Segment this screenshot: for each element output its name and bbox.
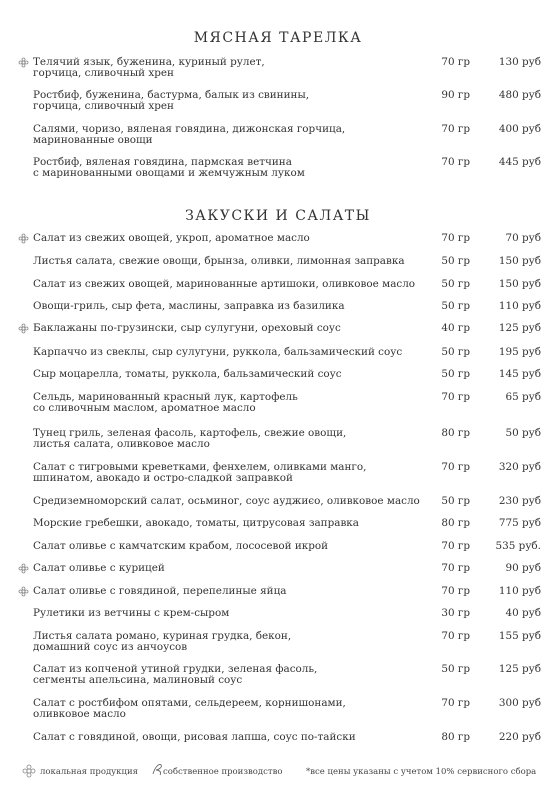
item-price: 535 руб. (495, 540, 541, 552)
item-description-line: Карпаччо из свеклы, сыр сулугуни, руккола, бальзамический соус (33, 346, 403, 358)
menu-item (0, 90, 556, 112)
item-description-line: горчица, сливочный хрен (33, 100, 174, 112)
item-description-line: Салат из свежих овощей, маринованные артишоки, оливковое масло (33, 278, 416, 290)
item-price: 195 руб (498, 346, 541, 358)
local-product-icon (18, 586, 29, 597)
item-weight: 80 гр (441, 731, 470, 743)
item-price: 400 руб (498, 123, 541, 135)
item-description-line: Сыр моцарелла, томаты, руккола, бальзамический соус (33, 368, 342, 380)
item-description (33, 124, 428, 146)
item-description (33, 323, 428, 334)
menu-item (0, 698, 556, 720)
item-description-line: листья салата, оливковое масло (33, 438, 210, 450)
section-title: ЗАКУСКИ И САЛАТЫ (185, 208, 371, 224)
item-description (33, 518, 428, 529)
item-price: 125 руб (498, 663, 541, 675)
menu-item (0, 369, 556, 380)
local-product-icon (18, 323, 29, 334)
item-weight: 90 гр (441, 89, 470, 101)
item-price: 130 руб (498, 56, 541, 68)
menu-item (0, 518, 556, 529)
item-description-line: Листья салата, свежие овощи, брынза, оливки, лимонная заправка (33, 255, 405, 267)
item-price: 150 руб (498, 278, 541, 290)
item-description-line: Морские гребешки, авокадо, томаты, цитрусовая заправка (33, 517, 359, 529)
item-description-line: Рулетики из ветчины с крем-сыром (33, 607, 230, 619)
item-description (33, 233, 428, 244)
item-price: 40 руб (505, 607, 541, 619)
item-description-line: со сливочным маслом, ароматное масло (33, 402, 256, 414)
item-price: 230 руб (498, 495, 541, 507)
menu-item (0, 233, 556, 244)
item-weight: 70 гр (441, 232, 470, 244)
menu-item (0, 631, 556, 653)
item-description-line: с маринованными овощами и жемчужным луком (33, 167, 305, 179)
item-description-line: Телячий язык, буженина, куриный рулет, (33, 56, 265, 68)
item-price: 775 руб (498, 517, 541, 529)
item-description-line: Салат из свежих овощей, укроп, ароматное масло (33, 232, 310, 244)
item-price: 50 руб (505, 427, 541, 439)
item-description (33, 157, 428, 179)
menu-item (0, 608, 556, 619)
item-weight: 70 гр (441, 123, 470, 135)
item-weight: 70 гр (441, 630, 470, 642)
item-description (33, 462, 428, 484)
item-weight: 40 гр (441, 322, 470, 334)
item-weight: 70 гр (441, 461, 470, 473)
item-price: 220 руб (498, 731, 541, 743)
item-price: 155 руб (498, 630, 541, 642)
item-description-line: шпинатом, авокадо и остро-сладкой заправкой (33, 472, 293, 484)
item-description-line: Ростбиф, буженина, бастурма, балык из свинины, (33, 89, 310, 101)
item-description (33, 57, 428, 79)
item-description (33, 586, 428, 597)
item-price: 110 руб (498, 300, 541, 312)
item-weight: 80 гр (441, 427, 470, 439)
legend-local-label: локальная продукция (40, 767, 138, 777)
menu-item (0, 301, 556, 312)
item-description-line: сегменты апельсина, малиновый соус (33, 674, 243, 686)
item-price: 445 руб (498, 156, 541, 168)
local-product-icon (18, 57, 29, 68)
item-weight: 50 гр (441, 346, 470, 358)
item-description-line: Тунец гриль, зеленая фасоль, картофель, свежие овощи, (33, 427, 347, 439)
item-description (33, 563, 428, 574)
menu-item (0, 428, 556, 450)
item-description-line: Баклажаны по-грузински, сыр сулугуни, ореховый соус (33, 322, 341, 334)
item-description (33, 698, 428, 720)
item-price: 125 руб (498, 322, 541, 334)
menu-item (0, 279, 556, 290)
item-description (33, 347, 428, 358)
menu-item (0, 347, 556, 358)
item-weight: 50 гр (441, 663, 470, 675)
item-weight: 70 гр (441, 156, 470, 168)
item-description (33, 631, 428, 653)
item-description-line: Средиземноморский салат, осьминог, соус ауджиєо, оливковое масло (33, 495, 420, 507)
item-price: 480 руб (498, 89, 541, 101)
item-weight: 50 гр (441, 300, 470, 312)
item-weight: 50 гр (441, 368, 470, 380)
item-price: 90 руб (505, 562, 541, 574)
item-description-line: Салат оливье с камчатским крабом, лососевой икрой (33, 540, 329, 552)
item-description (33, 428, 428, 450)
item-description (33, 664, 428, 686)
item-weight: 30 гр (441, 607, 470, 619)
item-description-line: Листья салата романо, куриная грудка, бекон, (33, 630, 292, 642)
item-description-line: Салат с тигровыми креветками, фенхелем, оливками манго, (33, 461, 367, 473)
service-fee-note: *все цены указаны с учетом 10% сервисного сбора (306, 767, 537, 777)
item-description-line: Салат оливье с говядиной, перепелиные яйца (33, 585, 287, 597)
item-description-line: оливковое масло (33, 708, 126, 720)
item-description (33, 608, 428, 619)
menu-item (0, 57, 556, 79)
item-description-line: Ростбиф, вяленая говядина, пармская ветчина (33, 156, 292, 168)
item-description-line: горчица, сливочный хрен (33, 67, 174, 79)
menu-item (0, 732, 556, 743)
item-weight: 70 гр (441, 562, 470, 574)
item-price: 65 руб (505, 391, 541, 403)
item-description-line: Салат оливье с курицей (33, 562, 165, 574)
menu-item (0, 586, 556, 597)
item-description-line: домашний соус из анчоусов (33, 641, 188, 653)
item-description (33, 256, 428, 267)
item-price: 145 руб (498, 368, 541, 380)
item-weight: 70 гр (441, 540, 470, 552)
item-description-line: Овощи-гриль, сыр фета, маслины, заправка из базилика (33, 300, 345, 312)
menu-item (0, 323, 556, 334)
item-weight: 80 гр (441, 517, 470, 529)
item-description (33, 732, 428, 743)
local-product-icon (18, 233, 29, 244)
menu-item (0, 541, 556, 552)
item-description-line: маринованные овощи (33, 134, 153, 146)
item-description (33, 279, 428, 290)
menu-item (0, 563, 556, 574)
item-description (33, 496, 428, 507)
section-title: МЯСНАЯ ТАРЕЛКА (193, 30, 363, 46)
item-weight: 50 гр (441, 278, 470, 290)
item-weight: 70 гр (441, 56, 470, 68)
item-description-line: Салями, чоризо, вяленая говядина, дижонская горчица, (33, 123, 346, 135)
item-price: 320 руб (498, 461, 541, 473)
item-description (33, 392, 428, 414)
item-description (33, 369, 428, 380)
item-weight: 70 гр (441, 697, 470, 709)
item-price: 70 руб (505, 232, 541, 244)
item-description (33, 90, 428, 112)
item-weight: 70 гр (441, 391, 470, 403)
item-price: 300 руб (498, 697, 541, 709)
item-price: 110 руб (498, 585, 541, 597)
menu-item (0, 496, 556, 507)
item-description (33, 301, 428, 312)
menu-item (0, 664, 556, 686)
menu-item (0, 256, 556, 267)
item-description-line: Сельдь, маринованный красный лук, картофель (33, 391, 298, 403)
menu-item (0, 124, 556, 146)
menu-item (0, 157, 556, 179)
item-price: 150 руб (498, 255, 541, 267)
flower-icon (22, 764, 36, 778)
item-weight: 50 гр (441, 495, 470, 507)
item-description-line: Салат с говядиной, овощи, рисовая лапша, соус по-тайски (33, 731, 356, 743)
menu-item (0, 392, 556, 414)
item-weight: 50 гр (441, 255, 470, 267)
item-weight: 70 гр (441, 585, 470, 597)
menu-item (0, 462, 556, 484)
local-product-icon (18, 563, 29, 574)
item-description (33, 541, 428, 552)
item-description-line: Салат из копченой утиной грудки, зеленая фасоль, (33, 663, 318, 675)
item-description-line: Салат с ростбифом опятами, сельдереем, корнишонами, (33, 697, 346, 709)
legend-own-label: собственное производство (163, 767, 283, 777)
